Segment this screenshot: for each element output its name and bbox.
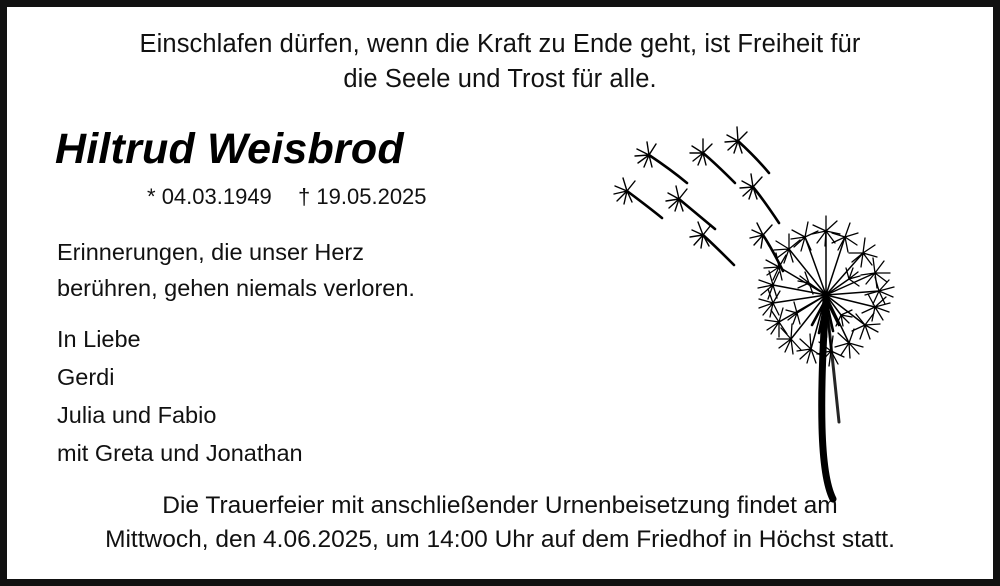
death-symbol: † (298, 184, 311, 209)
death-date: 19.05.2025 (316, 184, 427, 209)
family-member: Gerdi (57, 364, 115, 391)
life-dates (147, 184, 427, 210)
birth-date: 04.03.1949 (161, 184, 272, 209)
verse-line-2: die Seele und Trost für alle. (343, 64, 657, 93)
family-member: mit Greta und Jonathan (57, 440, 303, 467)
family-block (57, 320, 303, 472)
deceased-name: Hiltrud Weisbrod (55, 125, 404, 173)
funeral-line-2: Mittwoch, den 4.06.2025, um 14:00 Uhr auf dem Friedhof in Höchst statt. (105, 525, 895, 553)
memorial-line-1: Erinnerungen, die unser Herz (57, 239, 364, 265)
memorial-verse (7, 27, 993, 96)
family-intro: In Liebe (57, 326, 141, 352)
funeral-line-1: Die Trauerfeier mit anschließender Urnenbeisetzung findet am (162, 492, 838, 519)
obituary-inner (7, 7, 993, 579)
verse-line-1: Einschlafen dürfen, wenn die Kraft zu Ende geht, ist Freiheit für (139, 30, 861, 58)
funeral-details (7, 489, 993, 556)
memorial-text (57, 235, 415, 306)
memorial-line-2: berühren, gehen niemals verloren. (57, 274, 415, 301)
dandelion-icon (583, 87, 983, 507)
birth-symbol: * (147, 184, 156, 209)
family-member: Julia und Fabio (57, 402, 217, 429)
